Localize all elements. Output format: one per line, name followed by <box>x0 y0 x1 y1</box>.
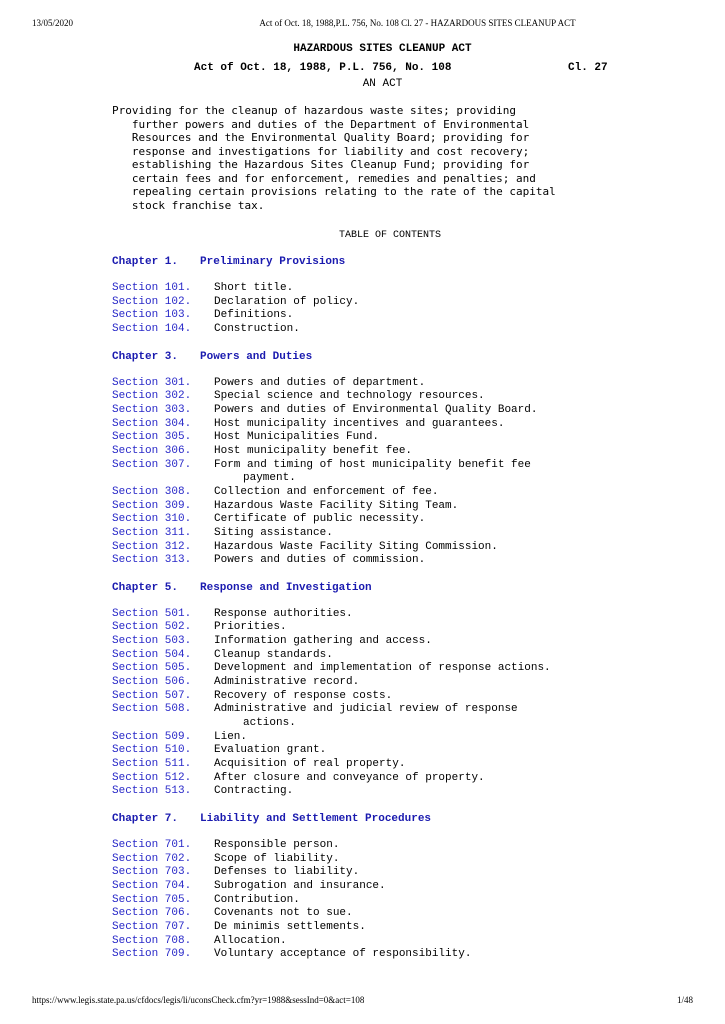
section-link[interactable]: Section 309. <box>112 499 192 512</box>
section-title-wrap <box>214 935 632 949</box>
toc-entry <box>112 703 632 730</box>
section-title-wrap <box>214 785 632 799</box>
section-link[interactable]: Section 313. <box>112 554 192 567</box>
section-title-wrap <box>214 907 632 921</box>
toc-entry <box>112 935 632 949</box>
toc-entry <box>112 907 632 921</box>
toc-entry <box>112 296 632 310</box>
toc-title: TABLE OF CONTENTS <box>338 230 442 241</box>
section-list <box>112 608 632 799</box>
section-list <box>112 282 632 337</box>
section-link[interactable]: Section 504. <box>112 648 192 661</box>
section-link[interactable]: Section 511. <box>112 758 192 771</box>
section-title-wrap <box>214 431 632 445</box>
section-title: Information gathering and access. <box>214 635 432 648</box>
section-title: Declaration of policy. <box>214 295 360 308</box>
toc-entry <box>112 744 632 758</box>
section-title: Scope of liability. <box>214 852 340 865</box>
section-title: Contracting. <box>214 785 294 798</box>
toc-entry <box>112 445 632 459</box>
section-title-wrap <box>214 676 632 690</box>
section-title-wrap <box>214 744 632 758</box>
section-title: Subrogation and insurance. <box>214 879 386 892</box>
section-title: Voluntary acceptance of responsibility. <box>214 948 472 961</box>
section-link[interactable]: Section 513. <box>112 785 192 798</box>
toc-entry <box>112 323 632 337</box>
section-title: Evaluation grant. <box>214 744 327 757</box>
section-title-wrap <box>214 758 632 772</box>
toc-entry <box>112 894 632 908</box>
section-link[interactable]: Section 709. <box>112 948 192 961</box>
section-title: Special science and technology resources. <box>214 390 485 403</box>
section-title: De minimis settlements. <box>214 920 366 933</box>
section-title-wrap <box>214 500 632 514</box>
purpose-clause: Providing for the cleanup of hazardous waste sites; providing further powers and duties of the Department of Environmental Resources and the Environmental Quality Board; providing for response and investigations for liability and cost recovery; establishing the Hazardous Sites Cleanup Fund; providing for certain fees and for enforcement, remedies and penalties; and repealing certain provisions relating to the rate of the capital stock franchise tax. <box>112 104 556 212</box>
section-title-wrap <box>214 377 632 391</box>
chapter-title[interactable]: Powers and Duties <box>200 350 313 363</box>
section-link[interactable]: Section 104. <box>112 322 192 335</box>
section-title-wrap <box>214 948 632 962</box>
section-title: Administrative record. <box>214 676 360 689</box>
section-link[interactable]: Section 101. <box>112 282 192 294</box>
section-title: Host Municipalities Fund. <box>214 431 380 444</box>
section-title: Siting assistance. <box>214 526 333 539</box>
section-title: Definitions. <box>214 309 294 322</box>
section-title-wrap <box>214 839 632 853</box>
section-title-wrap <box>214 921 632 935</box>
toc-entry <box>112 404 632 418</box>
toc-entry <box>112 390 632 404</box>
section-title-continuation: payment. <box>243 472 296 485</box>
section-title: Powers and duties of department. <box>214 376 426 389</box>
chapter-heading[interactable] <box>112 350 632 364</box>
section-title: Cleanup standards. <box>214 648 333 661</box>
toc-entry <box>112 839 632 853</box>
section-title-wrap <box>214 608 632 622</box>
section-link[interactable]: Section 702. <box>112 852 192 865</box>
section-title: Development and implementation of response actions. <box>214 662 551 675</box>
section-link[interactable]: Section 301. <box>112 376 192 389</box>
section-list <box>112 839 632 962</box>
section-link[interactable]: Section 502. <box>112 621 192 634</box>
section-link[interactable]: Section 510. <box>112 744 192 757</box>
toc-entry <box>112 541 632 555</box>
section-title-wrap <box>214 513 632 527</box>
toc-entry <box>112 635 632 649</box>
section-link[interactable]: Section 503. <box>112 635 192 648</box>
toc-entry <box>112 758 632 772</box>
chapter-heading[interactable] <box>112 581 632 595</box>
section-link[interactable]: Section 704. <box>112 879 192 892</box>
toc-entry <box>112 785 632 799</box>
an-act-label: AN ACT <box>362 78 403 90</box>
chapter-number[interactable]: Chapter 1. <box>112 256 179 268</box>
section-title-wrap <box>214 418 632 432</box>
section-link[interactable]: Section 708. <box>112 934 192 947</box>
section-title-wrap <box>214 635 632 649</box>
section-title: Lien. <box>214 730 248 743</box>
page-number: 1/48 <box>676 995 693 1005</box>
section-title: Host municipality benefit fee. <box>214 444 413 457</box>
toc-entry <box>112 377 632 391</box>
toc-entry <box>112 554 632 568</box>
section-list <box>112 377 632 568</box>
section-title: Host municipality incentives and guarantees. <box>214 417 505 430</box>
section-link[interactable]: Section 302. <box>112 390 192 403</box>
section-title-wrap <box>214 690 632 704</box>
toc-entry <box>112 418 632 432</box>
section-link[interactable]: Section 303. <box>112 403 192 416</box>
toc-entry <box>112 431 632 445</box>
toc-entry <box>112 513 632 527</box>
section-title-continuation: actions. <box>243 717 296 730</box>
chapter-heading[interactable] <box>112 255 632 269</box>
section-link[interactable]: Section 306. <box>112 444 192 457</box>
section-title-wrap <box>214 459 632 486</box>
section-title-wrap <box>214 894 632 908</box>
section-title-wrap <box>214 309 632 323</box>
section-title-wrap <box>214 662 632 676</box>
section-title-wrap <box>214 282 632 296</box>
act-citation: Act of Oct. 18, 1988, P.L. 756, No. 108 <box>194 62 452 74</box>
section-title: Short title. <box>214 282 294 294</box>
section-title: Recovery of response costs. <box>214 689 393 702</box>
section-link[interactable]: Section 312. <box>112 540 192 553</box>
section-title: Hazardous Waste Facility Siting Commission. <box>214 540 498 553</box>
toc-entry <box>112 527 632 541</box>
section-title: Responsible person. <box>214 839 340 851</box>
section-title-wrap <box>214 404 632 418</box>
chapter-title[interactable]: Response and Investigation <box>200 581 372 594</box>
section-title: Allocation. <box>214 934 287 947</box>
toc-entry <box>112 921 632 935</box>
section-title-wrap <box>214 390 632 404</box>
section-title: Form and timing of host municipality benefit fee <box>214 458 531 471</box>
section-link[interactable]: Section 307. <box>112 458 192 471</box>
section-title-wrap <box>214 731 632 745</box>
toc-entry <box>112 500 632 514</box>
chapter-title[interactable]: Preliminary Provisions <box>200 256 346 268</box>
section-title: Defenses to liability. <box>214 866 360 879</box>
toc-entry <box>112 621 632 635</box>
act-class: Cl. 27 <box>568 62 608 74</box>
toc-entry <box>112 459 632 486</box>
section-link[interactable]: Section 512. <box>112 771 192 784</box>
chapter-heading[interactable] <box>112 812 632 826</box>
toc-entry <box>112 662 632 676</box>
toc-entry <box>112 866 632 880</box>
chapter-title[interactable]: Liability and Settlement Procedures <box>200 813 432 825</box>
section-title: Hazardous Waste Facility Siting Team. <box>214 499 459 512</box>
toc-entry <box>112 309 632 323</box>
toc-entry <box>112 772 632 786</box>
section-title-wrap <box>214 554 632 568</box>
chapter-number[interactable]: Chapter 5. <box>112 581 179 594</box>
toc-entry <box>112 948 632 962</box>
section-link[interactable]: Section 703. <box>112 866 192 879</box>
section-link[interactable]: Section 308. <box>112 485 192 498</box>
table-of-contents <box>112 255 632 975</box>
section-title: Acquisition of real property. <box>214 758 406 771</box>
section-title-wrap <box>214 296 632 310</box>
section-title-wrap <box>214 527 632 541</box>
chapter-number[interactable]: Chapter 7. <box>112 813 179 825</box>
section-title: Powers and duties of commission. <box>214 554 426 567</box>
section-title-wrap <box>214 323 632 337</box>
section-title: Priorities. <box>214 621 287 634</box>
section-title: Response authorities. <box>214 607 353 620</box>
toc-entry <box>112 608 632 622</box>
section-title: Collection and enforcement of fee. <box>214 485 439 498</box>
toc-entry <box>112 676 632 690</box>
section-link[interactable]: Section 506. <box>112 676 192 689</box>
section-title: Administrative and judicial review of response <box>214 703 518 716</box>
toc-entry <box>112 282 632 296</box>
section-title-wrap <box>214 772 632 786</box>
section-link[interactable]: Section 305. <box>112 431 192 444</box>
section-link[interactable]: Section 103. <box>112 309 192 322</box>
section-title: Certificate of public necessity. <box>214 513 426 526</box>
section-link[interactable]: Section 505. <box>112 662 192 675</box>
section-link[interactable]: Section 311. <box>112 526 192 539</box>
toc-entry <box>112 690 632 704</box>
section-title-wrap <box>214 866 632 880</box>
section-title-wrap <box>214 445 632 459</box>
section-title-wrap <box>214 541 632 555</box>
section-title-wrap <box>214 649 632 663</box>
section-title-wrap <box>214 486 632 500</box>
section-title: After closure and conveyance of property. <box>214 771 485 784</box>
toc-entry <box>112 649 632 663</box>
section-title: Covenants not to sue. <box>214 907 353 920</box>
section-link[interactable]: Section 507. <box>112 689 192 702</box>
section-title: Powers and duties of Environmental Quality Board. <box>214 403 538 416</box>
section-title-wrap <box>214 621 632 635</box>
section-link[interactable]: Section 701. <box>112 839 192 851</box>
section-link[interactable]: Section 102. <box>112 295 192 308</box>
section-title-wrap <box>214 880 632 894</box>
toc-entry <box>112 880 632 894</box>
source-url: https://www.legis.state.pa.us/cfdocs/legis/li/uconsCheck.cfm?yr=1988&sessInd=0&act=108 <box>32 995 365 1005</box>
section-link[interactable]: Section 509. <box>112 730 192 743</box>
running-title: Act of Oct. 18, 1988,P.L. 756, No. 108 Cl. 27 - HAZARDOUS SITES CLEANUP ACT <box>259 18 576 28</box>
section-title-wrap <box>214 853 632 867</box>
document-title: HAZARDOUS SITES CLEANUP ACT <box>293 43 472 55</box>
section-link[interactable]: Section 501. <box>112 607 192 620</box>
toc-entry <box>112 731 632 745</box>
section-link[interactable]: Section 706. <box>112 907 192 920</box>
section-title-wrap <box>214 703 632 730</box>
section-link[interactable]: Section 304. <box>112 417 192 430</box>
section-link[interactable]: Section 508. <box>112 703 192 716</box>
print-date: 13/05/2020 <box>32 18 74 28</box>
toc-entry <box>112 853 632 867</box>
section-link[interactable]: Section 310. <box>112 513 192 526</box>
chapter-number[interactable]: Chapter 3. <box>112 350 179 363</box>
section-link[interactable]: Section 707. <box>112 920 192 933</box>
toc-entry <box>112 486 632 500</box>
section-title: Construction. <box>214 322 300 335</box>
section-link[interactable]: Section 705. <box>112 893 192 906</box>
section-title: Contribution. <box>214 893 300 906</box>
